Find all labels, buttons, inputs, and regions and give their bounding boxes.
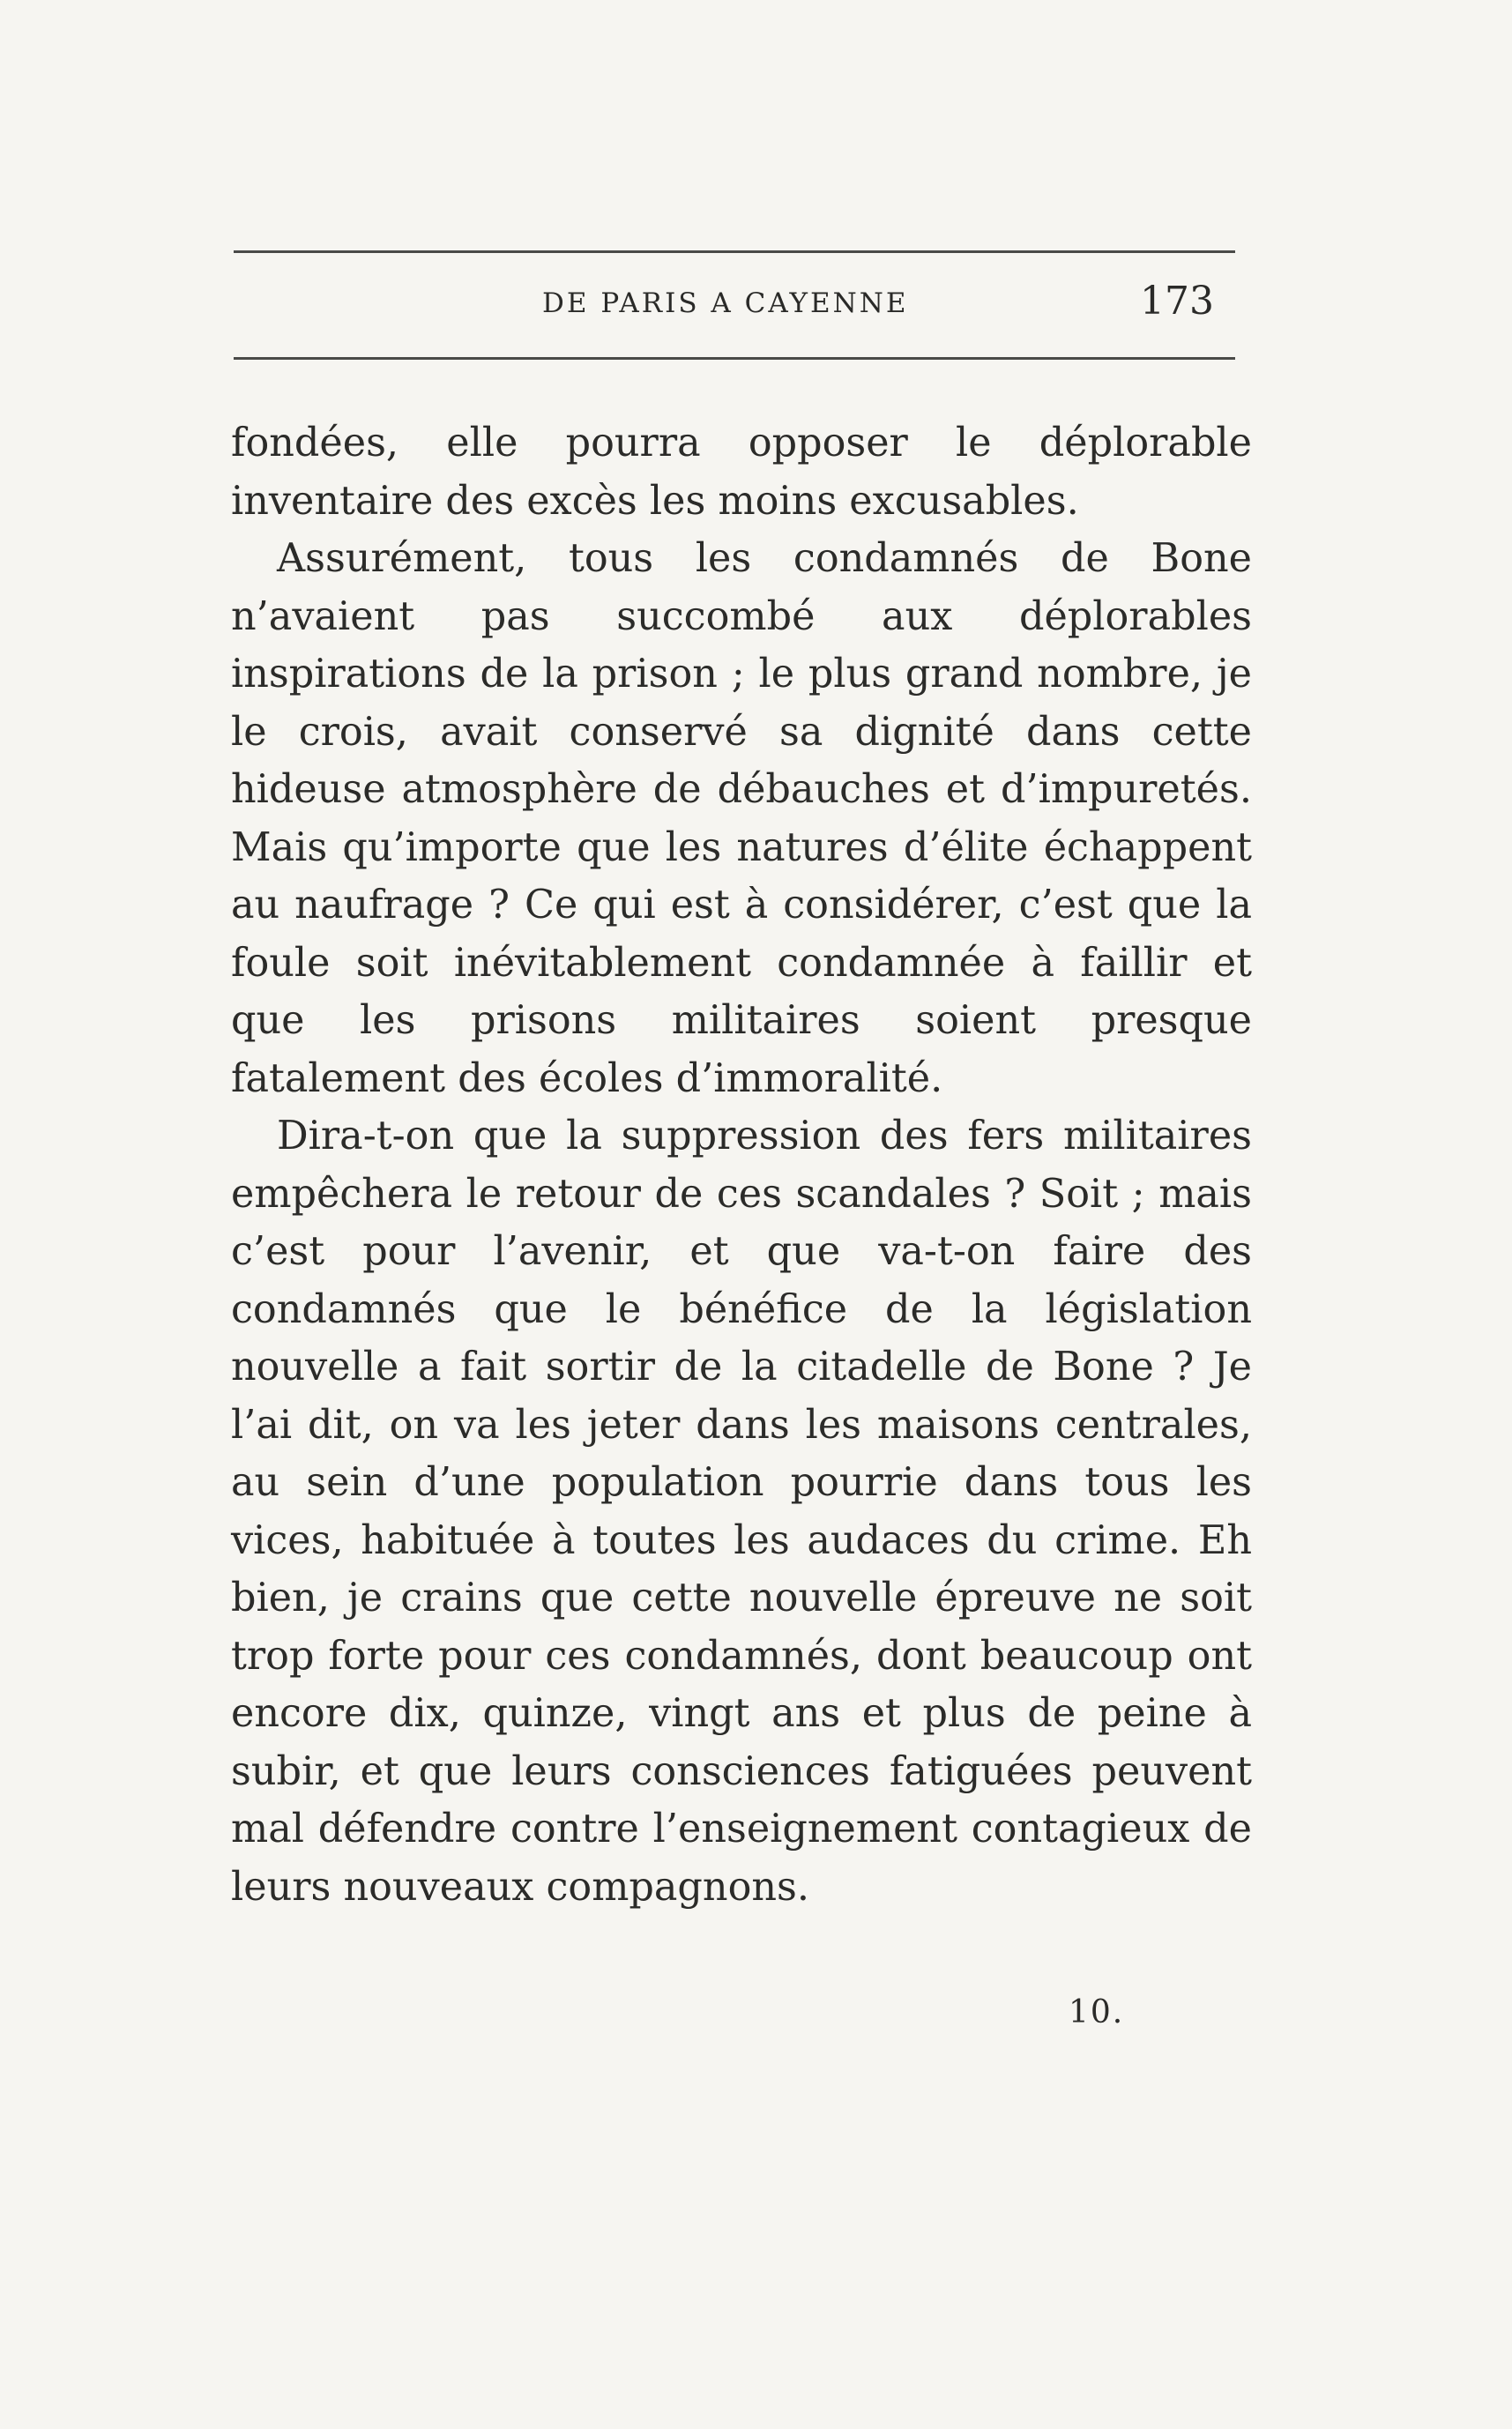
running-head (234, 279, 1235, 332)
paragraph-continuation: fondées, elle pourra opposer le déplorable inventaire des excès les moins excusables. (231, 421, 1252, 524)
body-text (231, 414, 1252, 1916)
paragraph: Assurément, tous les condamnés de Bone n’avaient pas succombé aux déplorables inspirations de la prison ; le plus grand nombre, je le crois, avait conservé sa dignité dans cette hideuse atmosphère de débauches et d’impuretés. Mais qu’importe que les natures d’élite échappent au naufrage ? Ce qui est à considérer, c’est que la foule soit inévitablement condamnée à faillir et que les prisons militaires soient presque fatalement des écoles d’immoralité. (231, 536, 1252, 1101)
header-rule-top (234, 250, 1235, 253)
page-number: 173 (1140, 279, 1214, 324)
signature-mark: 10. (1069, 1994, 1125, 2030)
running-title: DE PARIS A CAYENNE (542, 287, 909, 319)
header-rule-bottom (234, 357, 1235, 360)
paragraph: Dira-t-on que la suppression des fers militaires empêchera le retour de ces scandales ? Soit ; mais c’est pour l’avenir, et que va-t-on faire des condamnés que le bénéfice de la législation nouvelle a fait sortir de la citadelle de Bone ? Je l’ai dit, on va les jeter dans les maisons centrales, au sein d’une population pourrie dans tous les vices, habituée à toutes les audaces du crime. Eh bien, je crains que cette nouvelle épreuve ne soit trop forte pour ces condamnés, dont beaucoup ont encore dix, quinze, vingt ans et plus de peine à subir, et que leurs consciences fatiguées peuvent mal défendre contre l’enseignement contagieux de leurs nouveaux compagnons. (231, 1114, 1252, 1910)
